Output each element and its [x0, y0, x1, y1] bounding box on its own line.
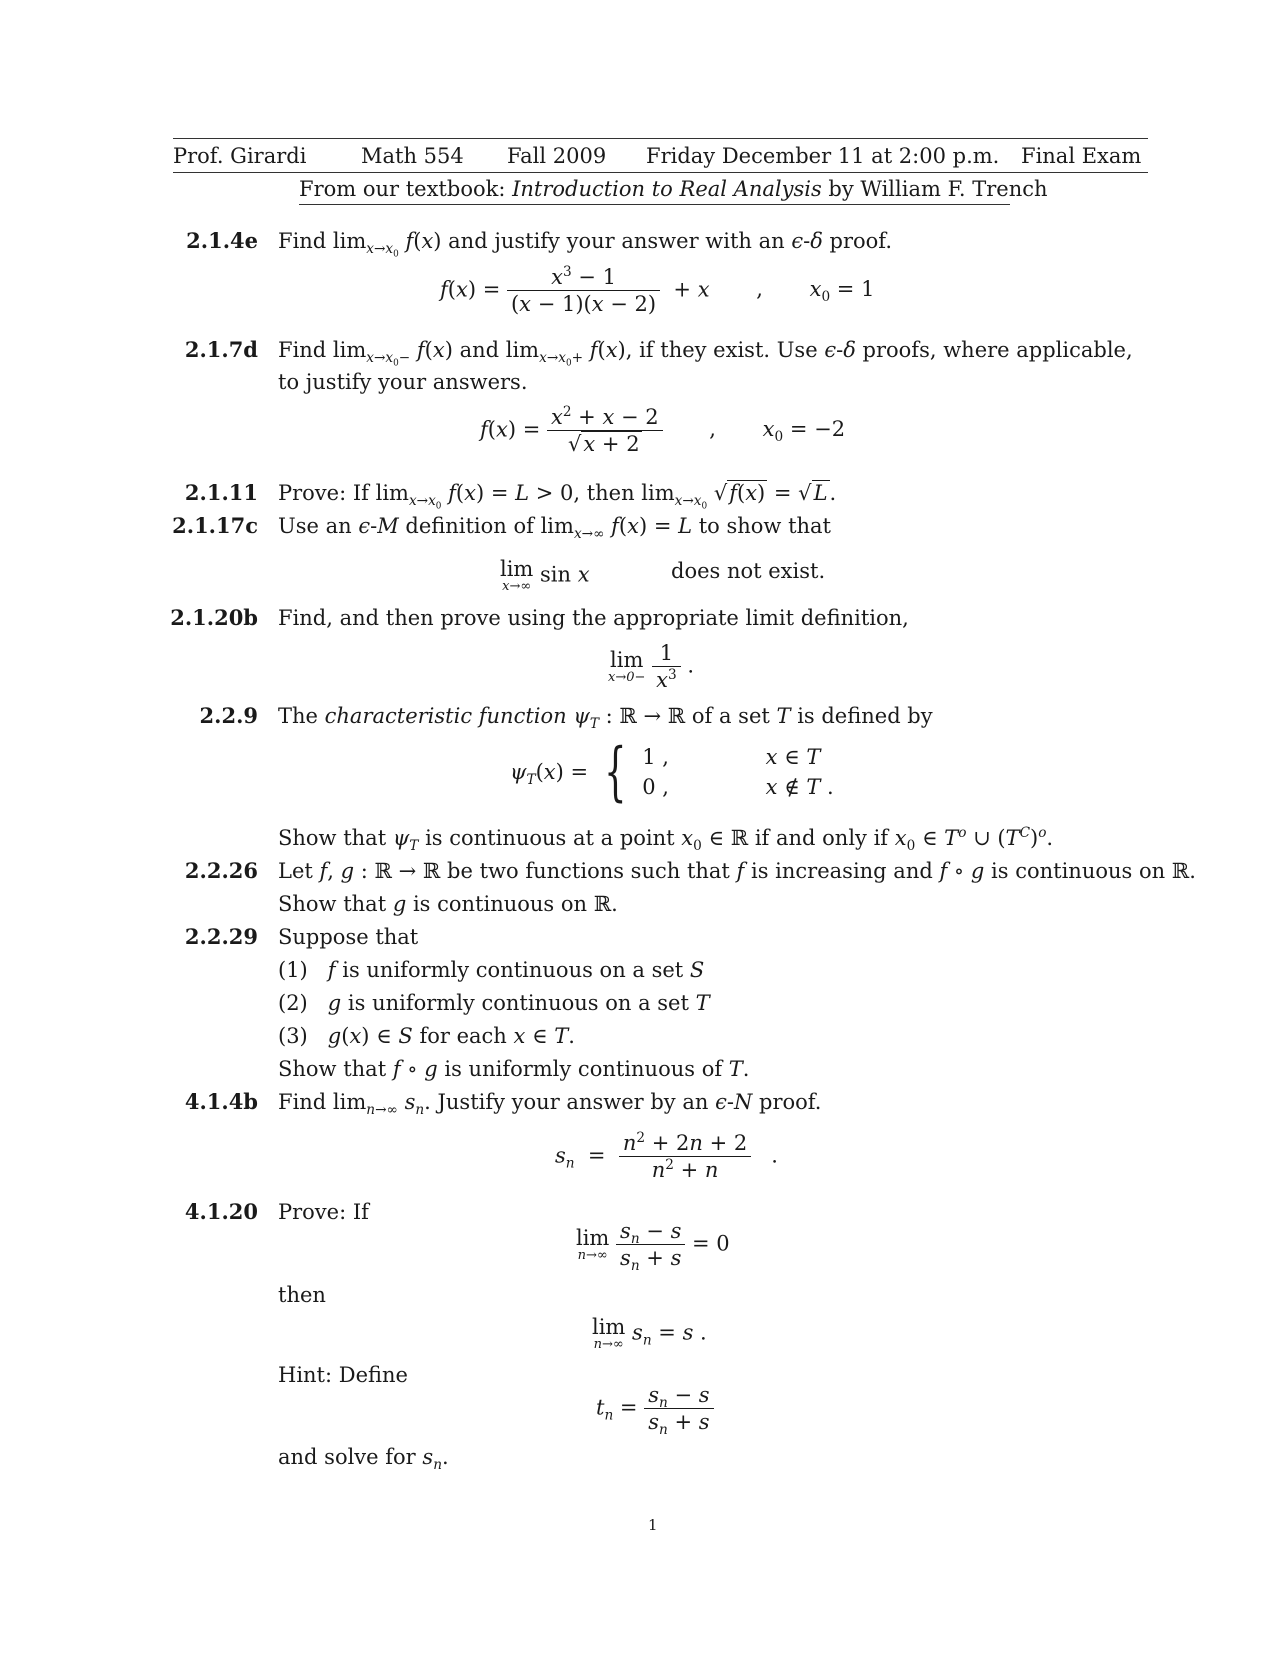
equation: f(x) = $\frac{x^2 + x - 2}{√x + 2}$ , $x_0 = -2$	[480, 404, 846, 457]
problem-text-a: The	[278, 704, 325, 728]
problem-text-continued: to justify your answers.	[278, 370, 528, 394]
header-course: Math 554	[361, 144, 464, 168]
problem-solve: and solve for $s_n$.	[278, 1445, 449, 1474]
header-top-rule	[173, 138, 1148, 139]
problem-text: Let f, g : ℝ → ℝ be two functions such that f is increasing and f ∘ g is continuous on ℝ.	[278, 859, 1196, 883]
header-instructor: Prof. Girardi	[173, 144, 307, 168]
problem-then: then	[278, 1283, 326, 1307]
equation: f(x) = $\frac{x^3 - 1}{(x - 1)(x - 2)}$ + x , $x_0 = 1$	[440, 264, 875, 317]
list-item: (2) g is uniformly continuous on a set T	[278, 991, 710, 1015]
problem-text-continued: Show that $\psi_T$ is continuous at a point $x_0$ ∈ ℝ if and only if $x_0$ ∈ $T^o$ ∪ $(T^C)^o$.	[278, 825, 1054, 855]
list-item: (1) f is uniformly continuous on a set S	[278, 958, 705, 982]
problem-text: Find $\lim_{n\to\infty} s_n$. Justify your answer by an ϵ-N proof.	[278, 1090, 822, 1119]
problem-text: Find, and then prove using the appropriate limit definition,	[278, 606, 909, 630]
problem-text	[278, 703, 933, 733]
source-prefix: From our textbook:	[299, 177, 513, 201]
problem-text: Suppose that	[278, 925, 419, 949]
problem-label: 4.1.20	[184, 1199, 258, 1224]
page-number: 1	[648, 1516, 658, 1534]
problem-text: Prove: If	[278, 1200, 369, 1224]
problem-text-c: $\psi_T$ : ℝ → ℝ of a set T is defined by	[573, 704, 933, 733]
problem-label: 2.2.29	[184, 924, 258, 949]
problem-label: 2.2.9	[199, 703, 258, 728]
source-suffix: by William F. Trench	[821, 177, 1048, 201]
equation-tail: does not exist.	[671, 559, 826, 583]
problem-label: 2.2.26	[184, 858, 258, 883]
equation: lim n→∞ $\frac{s_n - s}{s_n + s}$ = 0	[576, 1219, 730, 1275]
header-date: Friday December 11 at 2:00 p.m.	[646, 144, 1000, 168]
list-item: (3) g(x) ∈ S for each x ∈ T.	[278, 1024, 575, 1048]
problem-label: 4.1.4b	[184, 1089, 258, 1114]
problem-label: 2.1.11	[184, 480, 258, 505]
source-line	[299, 176, 1048, 202]
equation: $s_n$ = $\frac{n^2 + 2n + 2}{n^2 + n}$ .	[555, 1130, 778, 1183]
equation: $t_n$ = $\frac{s_n - s}{s_n + s}$	[596, 1382, 714, 1436]
problem-text: Use an ϵ-M definition of $\lim_{x\to\infty} f(x) = L$ to show that	[278, 514, 831, 543]
header-middle-rule	[173, 172, 1148, 173]
header-term: Fall 2009	[507, 144, 607, 168]
problem-label: 2.1.7d	[184, 337, 258, 362]
equation: lim x→0− $\frac{1}{x^3}$ .	[608, 641, 695, 693]
equation: lim x→∞ sin x	[500, 557, 590, 595]
equation: lim n→∞ $s_n = s$ .	[592, 1315, 707, 1353]
problem-label: 2.1.4e	[186, 228, 258, 253]
source-underline	[299, 204, 1010, 205]
problem-text-continued: Show that f ∘ g is uniformly continuous of T.	[278, 1057, 750, 1081]
problem-hint: Hint: Define	[278, 1363, 408, 1387]
problem-text: Find $\lim_{x\to x_0-} f(x)$ and $\lim_{x\to x_0+} f(x)$, if they exist. Use ϵ-δ proofs, where applicable,	[278, 338, 1133, 369]
problem-text: Prove: If $\lim_{x\to x_0} f(x) = L > 0$, then $\lim_{x\to x_0} √f(x) = √L$.	[278, 481, 837, 512]
characteristic-function-term: characteristic function	[324, 704, 567, 728]
problem-text: Find $\lim_{x\to x_0} f(x)$ and justify your answer with an ϵ-δ proof.	[278, 229, 893, 260]
equation: $\psi_T(x)$ = { 1 , 0 , x ∈ T x ∉ T .	[510, 735, 834, 809]
problem-label: 2.1.20b	[170, 605, 258, 630]
header-exam: Final Exam	[1021, 144, 1142, 168]
problem-text-continued: Show that g is continuous on ℝ.	[278, 892, 618, 916]
problem-label: 2.1.17c	[172, 513, 258, 538]
book-title: Introduction to Real Analysis	[512, 177, 822, 201]
